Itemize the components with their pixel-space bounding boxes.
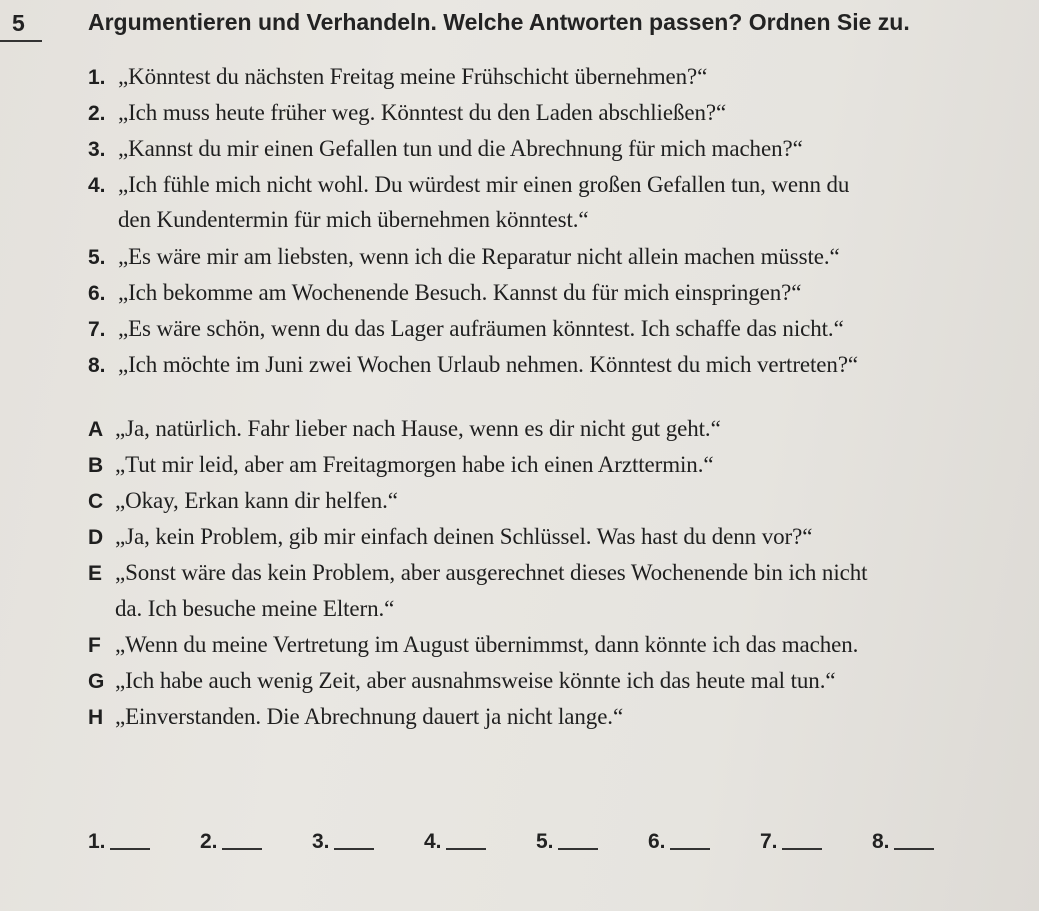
answer-letter: G [88, 670, 105, 693]
answer-item [88, 704, 623, 730]
question-text: „Ich fühle mich nicht wohl. Du würdest mir einen großen Gefallen tun, wenn du [118, 172, 850, 197]
answer-slot-label: 1. [88, 830, 106, 853]
answer-letter: C [88, 490, 104, 513]
answer-slot[interactable] [312, 830, 424, 854]
answer-slot-label: 5. [536, 830, 554, 853]
question-item [88, 244, 840, 270]
answer-text: „Okay, Erkan kann dir helfen.“ [115, 488, 398, 513]
answer-item [88, 452, 713, 478]
question-text: „Ich bekomme am Wochenende Besuch. Kannst du für mich einspringen?“ [118, 280, 802, 305]
answer-blank-line[interactable] [334, 848, 374, 850]
exercise-number-underline [0, 40, 42, 42]
answer-slot[interactable] [88, 830, 200, 854]
answer-item [88, 524, 812, 550]
answer-letter: F [88, 634, 101, 657]
answer-letter: D [88, 526, 104, 549]
answer-text: „Ja, natürlich. Fahr lieber nach Hause, wenn es dir nicht gut geht.“ [115, 416, 721, 441]
answer-blank-line[interactable] [446, 848, 486, 850]
answer-item [88, 560, 867, 586]
answer-item [88, 632, 858, 658]
question-text: „Ich muss heute früher weg. Könntest du den Laden abschließen?“ [118, 100, 727, 125]
question-item [88, 316, 844, 342]
answer-slot-label: 3. [312, 830, 330, 853]
answer-slot[interactable] [872, 830, 984, 854]
question-number: 3. [88, 138, 106, 161]
question-item [88, 280, 801, 306]
answer-letter: H [88, 706, 104, 729]
answer-slot[interactable] [200, 830, 312, 854]
answer-letter: E [88, 562, 102, 585]
answer-slot-label: 4. [424, 830, 442, 853]
question-item [88, 352, 858, 378]
question-item [88, 100, 726, 126]
answer-text: „Ich habe auch wenig Zeit, aber ausnahmsweise könnte ich das heute mal tun.“ [115, 668, 836, 693]
exercise-title: Argumentieren und Verhandeln. Welche Antworten passen? Ordnen Sie zu. [88, 9, 910, 35]
answer-text: „Sonst wäre das kein Problem, aber ausgerechnet dieses Wochenende bin ich nicht [115, 560, 868, 585]
answer-item [88, 416, 721, 442]
answer-slot[interactable] [424, 830, 536, 854]
question-number: 5. [88, 246, 106, 269]
answer-blank-line[interactable] [894, 848, 934, 850]
answer-blank-line[interactable] [782, 848, 822, 850]
question-number: 8. [88, 354, 106, 377]
question-item [88, 172, 849, 198]
answer-text: „Wenn du meine Vertretung im August übernimmst, dann könnte ich das machen. [115, 632, 859, 657]
answer-slot-label: 2. [200, 830, 218, 853]
answer-blank-line[interactable] [670, 848, 710, 850]
answer-slot-label: 8. [872, 830, 890, 853]
question-text: „Es wäre schön, wenn du das Lager aufräumen könntest. Ich schaffe das nicht.“ [118, 316, 844, 341]
question-number: 2. [88, 102, 106, 125]
question-number: 1. [88, 66, 106, 89]
question-text: „Könntest du nächsten Freitag meine Frühschicht übernehmen?“ [118, 64, 708, 89]
question-text: „Es wäre mir am liebsten, wenn ich die Reparatur nicht allein machen müsste.“ [118, 244, 840, 269]
answer-text: „Einverstanden. Die Abrechnung dauert ja nicht lange.“ [115, 704, 624, 729]
answer-blank-line[interactable] [558, 848, 598, 850]
question-item [88, 64, 707, 90]
answer-text-continuation: da. Ich besuche meine Eltern.“ [115, 596, 395, 621]
answer-slot-label: 7. [760, 830, 778, 853]
answer-blank-line[interactable] [222, 848, 262, 850]
answer-slot[interactable] [760, 830, 872, 854]
answer-slot[interactable] [648, 830, 760, 854]
answer-slot-label: 6. [648, 830, 666, 853]
answer-text: „Tut mir leid, aber am Freitagmorgen habe ich einen Arzttermin.“ [115, 452, 714, 477]
question-text: „Ich möchte im Juni zwei Wochen Urlaub nehmen. Könntest du mich vertreten?“ [118, 352, 859, 377]
question-number: 7. [88, 318, 106, 341]
question-item [88, 136, 803, 162]
answer-item [88, 668, 835, 694]
answer-text: „Ja, kein Problem, gib mir einfach deinen Schlüssel. Was hast du denn vor?“ [115, 524, 813, 549]
answer-letter: B [88, 454, 104, 477]
answer-slot[interactable] [536, 830, 648, 854]
answer-blank-line[interactable] [110, 848, 150, 850]
exercise-number: 5 [12, 10, 25, 36]
answer-letter: A [88, 418, 104, 441]
question-text-continuation: den Kundentermin für mich übernehmen könntest.“ [118, 207, 589, 232]
answer-blanks-row [88, 830, 984, 854]
question-number: 6. [88, 282, 106, 305]
question-number: 4. [88, 174, 106, 197]
question-text: „Kannst du mir einen Gefallen tun und die Abrechnung für mich machen?“ [118, 136, 803, 161]
answer-item [88, 488, 398, 514]
